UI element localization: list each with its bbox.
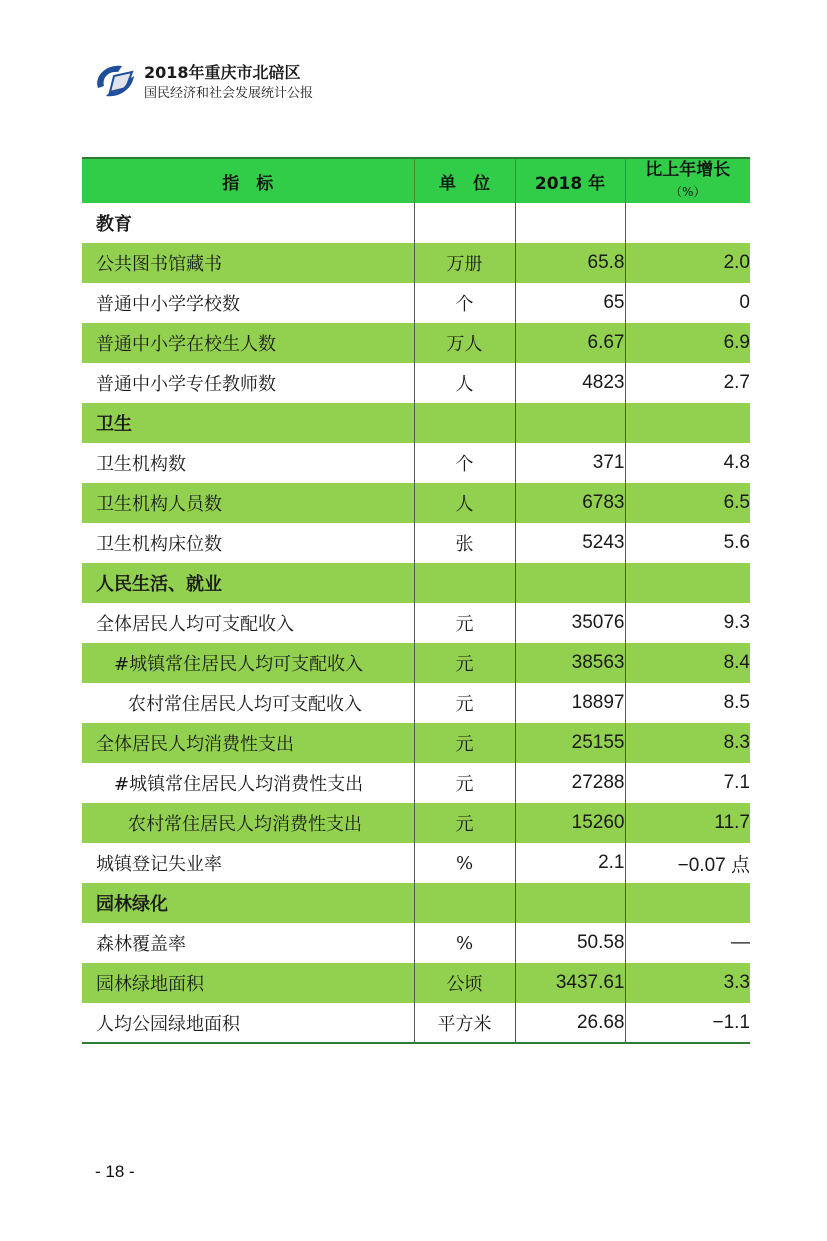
table-row [82, 323, 750, 363]
unit-cell: 元 [414, 603, 515, 643]
indicator-cell: #城镇常住居民人均可支配收入 [82, 643, 414, 683]
empty-cell [625, 403, 750, 443]
table-row [82, 243, 750, 283]
section-title: 教育 [96, 214, 132, 235]
table-row [82, 643, 750, 683]
section-title: 卫生 [82, 403, 414, 443]
growth-cell: 6.5 [625, 483, 750, 523]
growth-cell: −1.1 [625, 1003, 750, 1043]
growth-unit-label: （%） [670, 185, 706, 199]
table-row [82, 923, 750, 963]
table-row [82, 603, 750, 643]
table-row [82, 843, 750, 883]
unit-cell: 个 [414, 283, 515, 323]
growth-cell: 3.3 [625, 963, 750, 1003]
empty-cell [414, 883, 515, 923]
table-row [82, 683, 750, 723]
unit-cell: 公顷 [414, 963, 515, 1003]
value-cell: 6783 [515, 483, 625, 523]
unit-cell: 张 [414, 523, 515, 563]
growth-cell: 8.4 [625, 643, 750, 683]
table-row [82, 763, 750, 803]
section-row [82, 403, 750, 443]
value-cell: 371 [515, 443, 625, 483]
empty-cell [515, 403, 625, 443]
indicator-cell: #城镇常住居民人均消费性支出 [114, 774, 364, 795]
statistics-logo-icon [92, 58, 138, 102]
unit-cell: 万人 [414, 323, 515, 363]
report-subtitle: 国民经济和社会发展统计公报 [144, 86, 314, 101]
unit-cell: 元 [414, 763, 515, 803]
column-header-year: 2018 年 [515, 158, 625, 203]
value-cell: 18897 [515, 683, 625, 723]
column-header-indicator: 指 标 [222, 173, 274, 194]
empty-cell [414, 563, 515, 603]
indicator-cell: 卫生机构床位数 [96, 534, 222, 555]
unit-cell: % [414, 923, 515, 963]
unit-cell: % [414, 843, 515, 883]
indicator-cell: 农村常住居民人均消费性支出 [82, 803, 414, 843]
growth-cell: 9.3 [625, 603, 750, 643]
value-cell: 3437.61 [515, 963, 625, 1003]
growth-cell: 6.9 [625, 323, 750, 363]
growth-cell: 5.6 [625, 523, 750, 563]
growth-cell: 8.3 [625, 723, 750, 763]
value-cell: 27288 [515, 763, 625, 803]
table-row [82, 363, 750, 403]
value-cell: 5243 [515, 523, 625, 563]
table-row [82, 523, 750, 563]
empty-cell [625, 203, 750, 243]
value-cell: 65.8 [515, 243, 625, 283]
value-cell: 26.68 [515, 1003, 625, 1043]
table-row [82, 283, 750, 323]
empty-cell [414, 203, 515, 243]
indicator-cell: 农村常住居民人均可支配收入 [128, 694, 362, 715]
value-cell: 65 [515, 283, 625, 323]
growth-cell: 2.0 [625, 243, 750, 283]
indicator-cell: 城镇登记失业率 [96, 854, 222, 875]
indicator-cell: 园林绿地面积 [82, 963, 414, 1003]
column-header-growth [625, 158, 750, 203]
statistics-table [82, 157, 750, 1044]
section-title: 人民生活、就业 [82, 563, 414, 603]
indicator-cell: 卫生机构人员数 [82, 483, 414, 523]
report-title: 2018年重庆市北碚区 [144, 63, 301, 82]
page-number: - 18 - [95, 1162, 135, 1181]
value-cell: 38563 [515, 643, 625, 683]
value-cell: 35076 [515, 603, 625, 643]
table-body [82, 203, 750, 1043]
unit-cell: 元 [414, 683, 515, 723]
growth-label: 比上年增长 [645, 160, 731, 180]
value-cell: 15260 [515, 803, 625, 843]
indicator-cell: 卫生机构数 [96, 454, 186, 475]
growth-cell: 4.8 [625, 443, 750, 483]
table-header-row [82, 158, 750, 203]
empty-cell [625, 563, 750, 603]
unit-cell: 人 [414, 483, 515, 523]
column-header-unit: 单 位 [414, 158, 515, 203]
value-cell: 2.1 [515, 843, 625, 883]
value-cell: 50.58 [515, 923, 625, 963]
value-cell: 4823 [515, 363, 625, 403]
empty-cell [515, 563, 625, 603]
indicator-cell: 森林覆盖率 [96, 934, 186, 955]
table-row [82, 963, 750, 1003]
section-row [82, 203, 750, 243]
section-title: 园林绿化 [82, 883, 414, 923]
empty-cell [625, 883, 750, 923]
growth-cell: 7.1 [625, 763, 750, 803]
table-row [82, 803, 750, 843]
growth-cell: 8.5 [625, 683, 750, 723]
indicator-cell: 人均公园绿地面积 [82, 1003, 414, 1043]
unit-cell: 元 [414, 803, 515, 843]
section-row [82, 563, 750, 603]
growth-cell: −0.07 点 [625, 843, 750, 883]
indicator-cell: 普通中小学在校生人数 [82, 323, 414, 363]
unit-cell: 万册 [414, 243, 515, 283]
value-cell: 6.67 [515, 323, 625, 363]
growth-cell: 11.7 [625, 803, 750, 843]
indicator-cell: 全体居民人均可支配收入 [96, 614, 294, 635]
growth-cell: 0 [625, 283, 750, 323]
empty-cell [515, 203, 625, 243]
indicator-cell: 普通中小学学校数 [96, 294, 240, 315]
section-row [82, 883, 750, 923]
unit-cell: 元 [414, 643, 515, 683]
unit-cell: 人 [414, 363, 515, 403]
empty-cell [515, 883, 625, 923]
indicator-cell: 普通中小学专任教师数 [96, 374, 276, 395]
table-row [82, 1003, 750, 1043]
indicator-cell: 公共图书馆藏书 [82, 243, 414, 283]
unit-cell: 平方米 [414, 1003, 515, 1043]
empty-cell [414, 403, 515, 443]
table-row [82, 723, 750, 763]
unit-cell: 个 [414, 443, 515, 483]
indicator-cell: 全体居民人均消费性支出 [82, 723, 414, 763]
table-row [82, 483, 750, 523]
table-row [82, 443, 750, 483]
value-cell: 25155 [515, 723, 625, 763]
growth-cell: 2.7 [625, 363, 750, 403]
unit-cell: 元 [414, 723, 515, 763]
growth-cell: — [625, 923, 750, 963]
